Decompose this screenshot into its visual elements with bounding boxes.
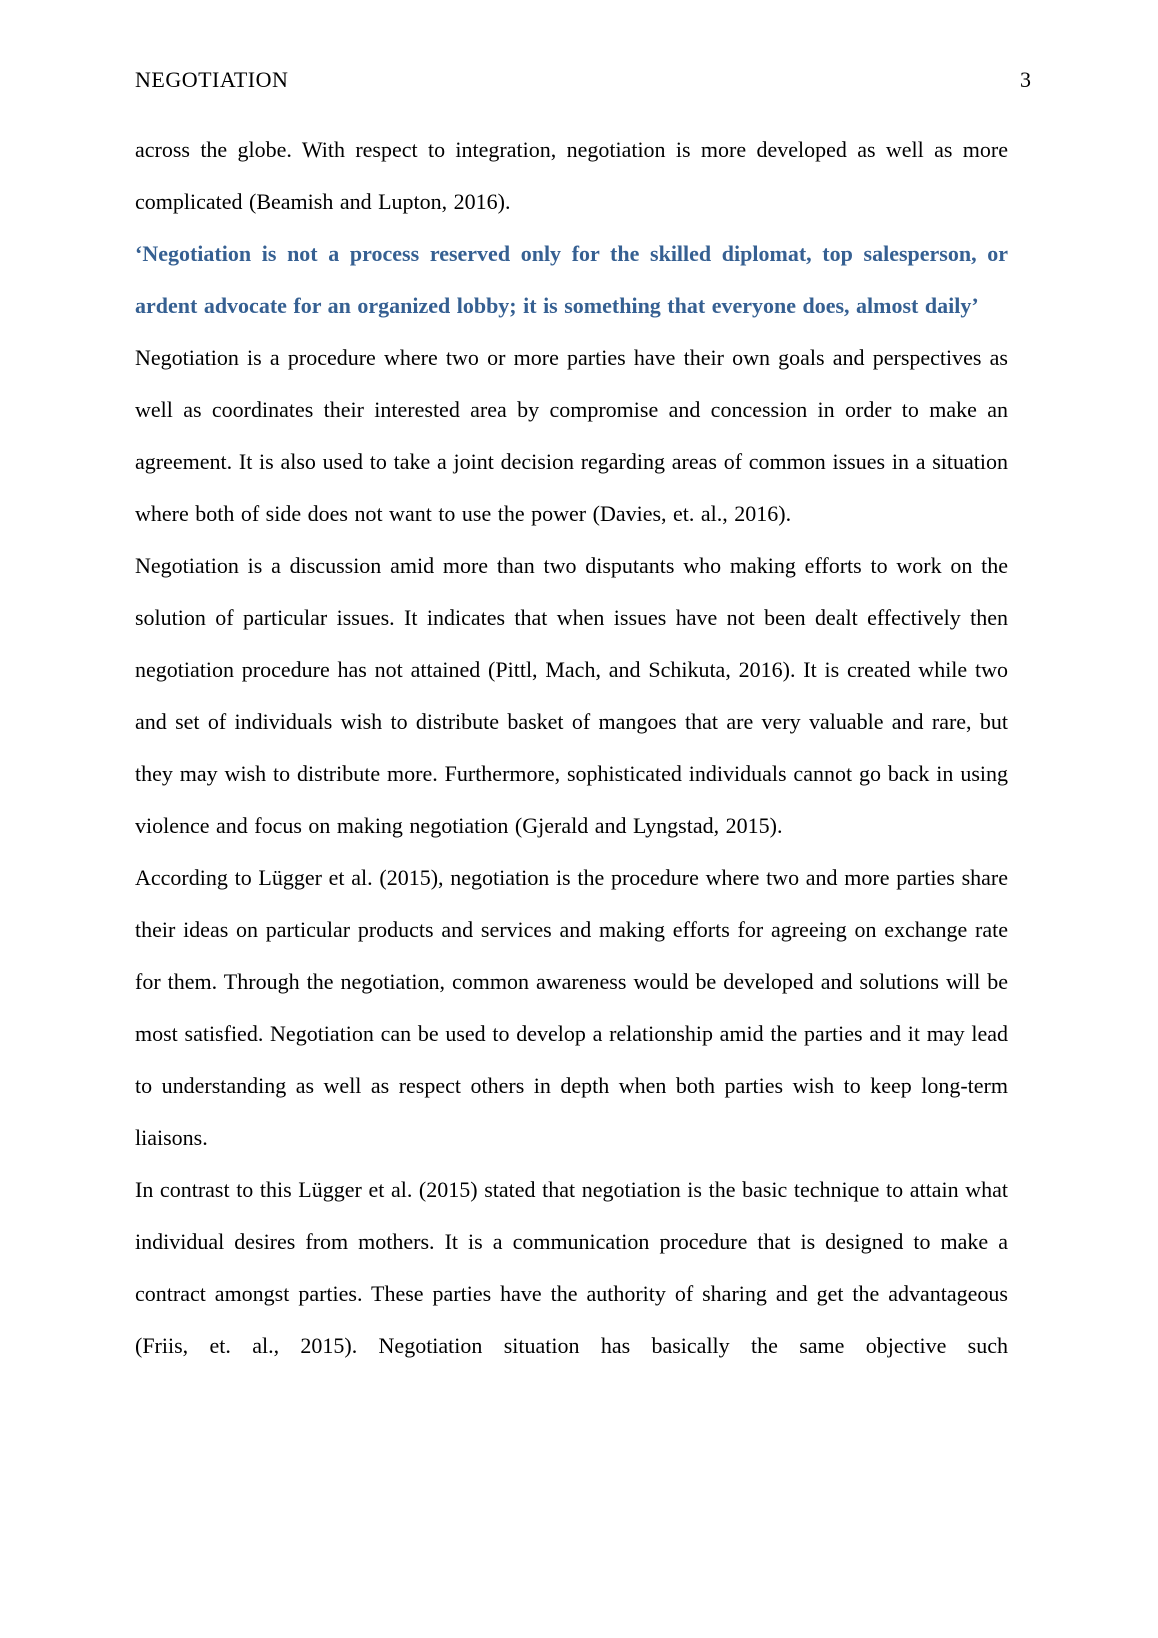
paragraph-lugger-procedure: According to Lügger et al. (2015), negotiation is the procedure where two and more parties share their ideas on particular products and services and making efforts for agreeing on exchange rate for them. Through the negotiation, common awareness would be developed and solutions will be most satisfied. Negotiation can be used to develop a relationship amid the parties and it may lead to understanding as well as respect others in depth when both parties wish to keep long-term liaisons.	[135, 865, 1008, 1150]
paragraph-discussion: Negotiation is a discussion amid more than two disputants who making efforts to work on the solution of particular issues. It indicates that when issues have not been dealt effectively then negotiation procedure has not attained (Pittl, Mach, and Schikuta, 2016). It is created while two and set of individuals wish to distribute basket of mangoes that are very valuable and rare, but they may wish to distribute more. Furthermore, sophisticated individuals cannot go back in using violence and focus on making negotiation (Gjerald and Lyngstad, 2015).	[135, 553, 1008, 838]
paragraph-opening: across the globe. With respect to integration, negotiation is more developed as well as more complicated (Beamish and Lupton, 2016).	[135, 137, 1008, 214]
page-number: 3	[1020, 67, 1031, 92]
paragraph-contrast: In contrast to this Lügger et al. (2015) stated that negotiation is the basic technique to attain what individual desires from mothers. It is a communication procedure that is designed to make a contract amongst parties. These parties have the authority of sharing and get the advantageous (Friis, et. al., 2015). Negotiation situation has basically the same objective such	[135, 1177, 1008, 1358]
paragraph-definition: Negotiation is a procedure where two or more parties have their own goals and perspectives as well as coordinates their interested area by compromise and concession in order to make an agreement. It is also used to take a joint decision regarding areas of common issues in a situation where both of side does not want to use the power (Davies, et. al., 2016).	[135, 345, 1008, 526]
page-header	[135, 66, 1031, 94]
paragraph-quote: ‘Negotiation is not a process reserved only for the skilled diplomat, top salesperson, or ardent advocate for an organized lobby; it is something that everyone does, almost daily’	[135, 241, 1008, 318]
document-body	[135, 124, 1008, 1372]
running-head-title: NEGOTIATION	[135, 67, 289, 92]
